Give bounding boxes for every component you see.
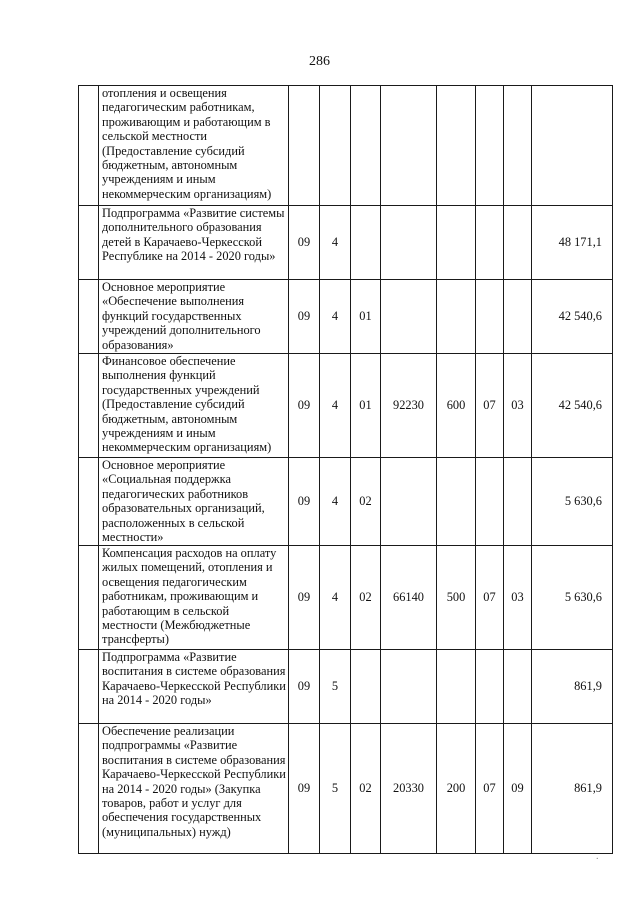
code-column-4: 20330 [381, 724, 437, 854]
table-row [79, 280, 613, 354]
row-name: Подпрограмма «Развитие воспитания в системе образования Карачаево-Черкесской Республики на 2014 - 2020 годы» [99, 650, 289, 724]
scan-mark: . [596, 851, 599, 862]
row-lead-cell [79, 724, 99, 854]
code-column-7: 03 [504, 546, 532, 650]
code-column-3: 02 [351, 724, 381, 854]
amount-cell: 48 171,1 [532, 206, 613, 280]
code-column-3: 01 [351, 280, 381, 354]
amount-cell: 861,9 [532, 724, 613, 854]
code-column-2: 4 [320, 280, 351, 354]
code-column-7 [504, 458, 532, 546]
code-column-3: 02 [351, 546, 381, 650]
code-column-1: 09 [289, 724, 320, 854]
row-name: Обеспечение реализации подпрограммы «Развитие воспитания в системе образования Карачаево-Черкесской Республики на 2014 - 2020 годы» (Закупка товаров, работ и услуг для обеспечения государственных (муниципальных) нужд) [99, 724, 289, 854]
row-name: Подпрограмма «Развитие системы дополнительного образования детей в Карачаево-Черкесской Республике на 2014 - 2020 годы» [99, 206, 289, 280]
code-column-6: 07 [476, 546, 504, 650]
code-column-1 [289, 86, 320, 206]
code-column-1: 09 [289, 458, 320, 546]
code-column-5 [437, 206, 476, 280]
amount-cell: 861,9 [532, 650, 613, 724]
code-column-4 [381, 86, 437, 206]
budget-table [78, 85, 613, 854]
code-column-2: 4 [320, 354, 351, 458]
table-row [79, 546, 613, 650]
code-column-5 [437, 458, 476, 546]
amount-cell [532, 86, 613, 206]
table-row [79, 206, 613, 280]
amount-cell: 5 630,6 [532, 458, 613, 546]
code-column-5: 200 [437, 724, 476, 854]
code-column-1: 09 [289, 546, 320, 650]
code-column-3: 02 [351, 458, 381, 546]
code-column-5 [437, 280, 476, 354]
code-column-2: 4 [320, 546, 351, 650]
code-column-1: 09 [289, 280, 320, 354]
code-column-6 [476, 280, 504, 354]
table-row [79, 86, 613, 206]
page-number: 286 [309, 54, 330, 69]
code-column-5: 600 [437, 354, 476, 458]
code-column-1: 09 [289, 206, 320, 280]
code-column-7 [504, 650, 532, 724]
table-row [79, 724, 613, 854]
row-lead-cell [79, 650, 99, 724]
code-column-4 [381, 458, 437, 546]
code-column-5: 500 [437, 546, 476, 650]
code-column-7 [504, 206, 532, 280]
row-name: отопления и освещения педагогическим работникам, проживающим и работающим в сельской местности (Предоставление субсидий бюджетным, автономным учреждениям и иным некоммерческим организациям) [99, 86, 289, 206]
code-column-6 [476, 86, 504, 206]
code-column-6: 07 [476, 354, 504, 458]
row-name: Основное мероприятие «Социальная поддержка педагогических работников образовательных организаций, расположенных в сельской местности» [99, 458, 289, 546]
row-name: Финансовое обеспечение выполнения функций государственных учреждений (Предоставление субсидий бюджетным, автономным учреждениям и иным некоммерческим организациям) [99, 354, 289, 458]
code-column-4: 66140 [381, 546, 437, 650]
row-name: Компенсация расходов на оплату жилых помещений, отопления и освещения педагогическим работникам, проживающим и работающим в сельской местности (Межбюджетные трансферты) [99, 546, 289, 650]
code-column-6 [476, 206, 504, 280]
code-column-1: 09 [289, 650, 320, 724]
code-column-2: 4 [320, 206, 351, 280]
amount-cell: 42 540,6 [532, 280, 613, 354]
row-lead-cell [79, 86, 99, 206]
code-column-4: 92230 [381, 354, 437, 458]
table-row [79, 650, 613, 724]
code-column-5 [437, 86, 476, 206]
code-column-3: 01 [351, 354, 381, 458]
table-row [79, 354, 613, 458]
code-column-2: 5 [320, 724, 351, 854]
code-column-7 [504, 86, 532, 206]
table-row [79, 458, 613, 546]
row-lead-cell [79, 458, 99, 546]
code-column-6 [476, 458, 504, 546]
code-column-1: 09 [289, 354, 320, 458]
code-column-2: 4 [320, 458, 351, 546]
code-column-6 [476, 650, 504, 724]
code-column-4 [381, 206, 437, 280]
code-column-6: 07 [476, 724, 504, 854]
code-column-3 [351, 86, 381, 206]
row-lead-cell [79, 546, 99, 650]
row-lead-cell [79, 280, 99, 354]
row-name: Основное мероприятие «Обеспечение выполнения функций государственных учреждений дополнительного образования» [99, 280, 289, 354]
amount-cell: 5 630,6 [532, 546, 613, 650]
code-column-7: 09 [504, 724, 532, 854]
code-column-2 [320, 86, 351, 206]
code-column-3 [351, 206, 381, 280]
code-column-5 [437, 650, 476, 724]
code-column-3 [351, 650, 381, 724]
code-column-4 [381, 280, 437, 354]
amount-cell: 42 540,6 [532, 354, 613, 458]
code-column-7: 03 [504, 354, 532, 458]
row-lead-cell [79, 354, 99, 458]
row-lead-cell [79, 206, 99, 280]
code-column-2: 5 [320, 650, 351, 724]
code-column-4 [381, 650, 437, 724]
code-column-7 [504, 280, 532, 354]
